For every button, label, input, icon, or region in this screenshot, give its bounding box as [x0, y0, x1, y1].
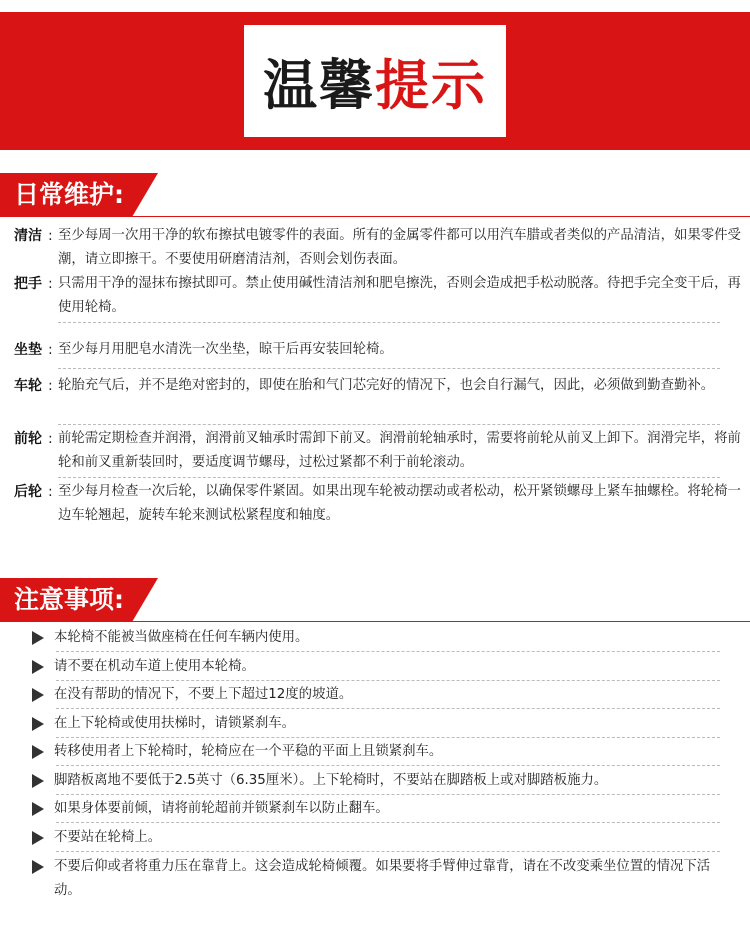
notes-heading-label: 注意事项:	[0, 578, 132, 622]
care-item-rear-wheel	[14, 480, 742, 528]
divider	[56, 794, 720, 795]
page-title	[263, 43, 487, 120]
note-text: 请不要在机动车道上使用本轮椅。	[54, 659, 255, 674]
note-text: 如果身体要前倾，请将前轮超前并锁紧刹车以防止翻车。	[54, 801, 389, 816]
note-item	[32, 626, 732, 650]
daily-heading	[0, 173, 158, 217]
note-text: 不要站在轮椅上。	[54, 830, 162, 845]
arrow-right-icon	[32, 774, 44, 788]
divider	[58, 477, 720, 478]
heading-tab-shape	[132, 578, 158, 622]
divider	[56, 651, 720, 652]
care-item-cushion	[14, 338, 742, 362]
arrow-right-icon	[32, 831, 44, 845]
care-text: 只需用干净的湿抹布擦拭即可。禁止使用碱性清洁剂和肥皂擦洗，否则会造成把手松动脱落。待把手完全变干后，再使用轮椅。	[58, 276, 741, 315]
care-text: 至少每月用肥皂水清洗一次坐垫，晾干后再安装回轮椅。	[58, 342, 393, 357]
arrow-right-icon	[32, 660, 44, 674]
care-text: 至少每周一次用干净的软布擦拭电镀零件的表面。所有的金属零件都可以用汽车腊或者类似的产品清洁，如果零件受潮，请立即擦干。不要使用研磨清洁剂，否则会划伤表面。	[58, 228, 741, 267]
heading-tab-shape	[132, 173, 158, 217]
care-text: 轮胎充气后，并不是绝对密封的，即使在胎和气门芯完好的情况下，也会自行漏气，因此，必须做到勤查勤补。	[58, 378, 715, 393]
care-key: 把手	[14, 276, 42, 292]
header-banner	[0, 12, 750, 150]
arrow-right-icon	[32, 860, 44, 874]
note-item	[32, 769, 732, 793]
note-item	[32, 683, 732, 707]
note-text: 在没有帮助的情况下，不要上下超过12度的坡道。	[54, 687, 353, 702]
divider	[56, 737, 720, 738]
note-text: 本轮椅不能被当做座椅在任何车辆内使用。	[54, 630, 309, 645]
arrow-right-icon	[32, 688, 44, 702]
arrow-right-icon	[32, 717, 44, 731]
arrow-right-icon	[32, 745, 44, 759]
care-item-handle	[14, 272, 742, 320]
care-key: 后轮	[14, 484, 42, 500]
note-item	[32, 855, 732, 903]
note-item	[32, 826, 732, 850]
title-part2: 提示	[375, 53, 487, 117]
care-item-front-wheel	[14, 427, 742, 475]
notes-heading-line	[0, 621, 750, 622]
divider	[56, 822, 720, 823]
arrow-right-icon	[32, 631, 44, 645]
care-key: 车轮	[14, 378, 42, 394]
care-colon: :	[48, 342, 53, 358]
divider	[58, 424, 720, 425]
notes-heading	[0, 578, 158, 622]
divider	[56, 765, 720, 766]
arrow-right-icon	[32, 802, 44, 816]
care-text: 至少每月检查一次后轮，以确保零件紧固。如果出现车轮被动摆动或者松动，松开紧锁螺母上紧车抽螺栓。将轮椅一边车轮翘起，旋转车轮来测试松紧程度和轴度。	[58, 484, 741, 523]
care-text: 前轮需定期检查并润滑，润滑前叉轴承时需卸下前叉。润滑前轮轴承时，需要将前轮从前叉上卸下。润滑完毕，将前轮和前叉重新装回时，要适度调节螺母，过松过紧都不利于前轮滚动。	[58, 431, 741, 470]
note-item	[32, 797, 732, 821]
care-item-wheels	[14, 374, 742, 398]
care-colon: :	[48, 378, 53, 394]
divider	[58, 322, 720, 323]
note-item	[32, 712, 732, 736]
care-key: 清洁	[14, 228, 42, 244]
title-part1: 温馨	[263, 53, 375, 117]
divider	[56, 708, 720, 709]
care-colon: :	[48, 431, 53, 447]
daily-heading-label: 日常维护:	[0, 173, 132, 217]
divider	[56, 680, 720, 681]
title-box	[244, 25, 506, 137]
care-colon: :	[48, 276, 53, 292]
note-item	[32, 655, 732, 679]
note-text: 在上下轮椅或使用扶梯时，请锁紧刹车。	[54, 716, 296, 731]
care-item-cleaning	[14, 224, 742, 272]
care-colon: :	[48, 484, 53, 500]
care-colon: :	[48, 228, 53, 244]
note-text: 脚踏板离地不要低于2.5英寸（6.35厘米）。上下轮椅时，不要站在脚踏板上或对脚踏板施力。	[54, 773, 608, 788]
divider	[58, 368, 720, 369]
daily-heading-line	[0, 216, 750, 217]
note-text: 转移使用者上下轮椅时，轮椅应在一个平稳的平面上且锁紧刹车。	[54, 744, 443, 759]
care-key: 前轮	[14, 431, 42, 447]
note-item	[32, 740, 732, 764]
care-key: 坐垫	[14, 342, 42, 358]
divider	[56, 851, 720, 852]
note-text: 不要后仰或者将重力压在靠背上。这会造成轮椅倾覆。如果要将手臂伸过靠背，请在不改变乘坐位置的情况下活动。	[54, 859, 711, 898]
